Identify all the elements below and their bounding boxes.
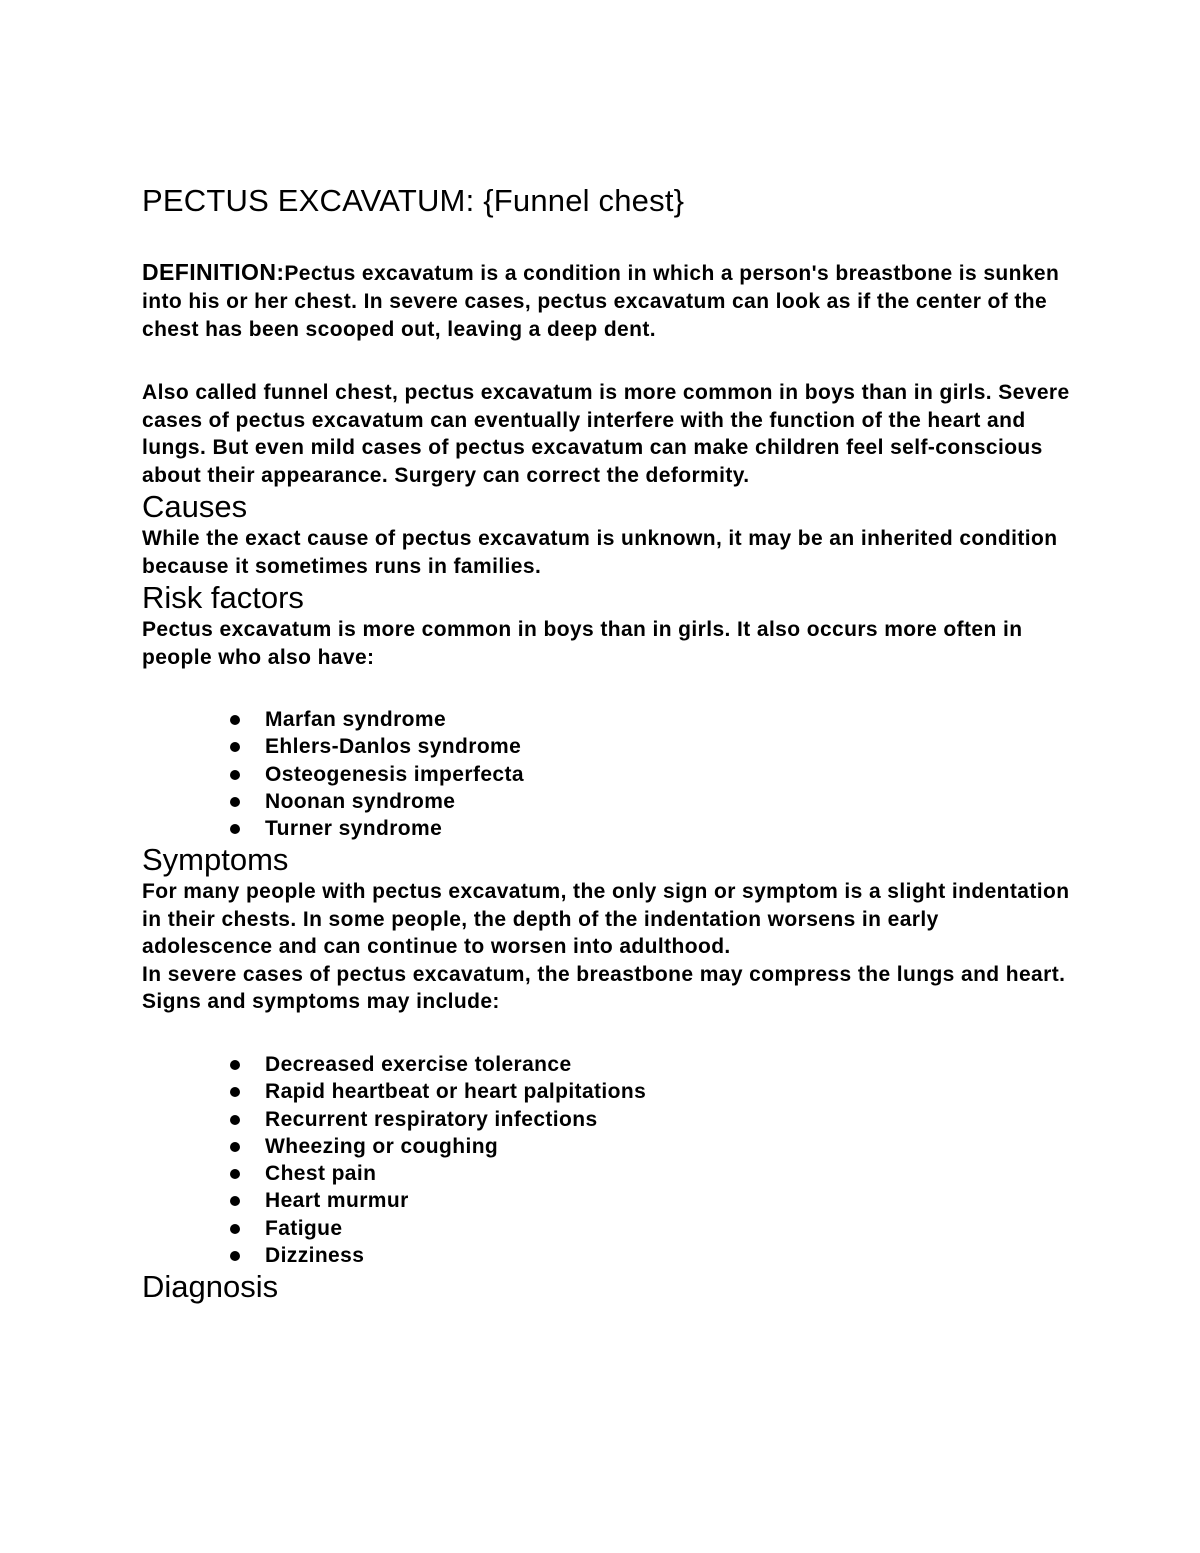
symptoms-text-2: In severe cases of pectus excavatum, the breastbone may compress the lungs and heart. Signs and symptoms may include: <box>142 962 1066 1014</box>
list-item <box>142 733 1072 760</box>
list-item <box>142 1106 1072 1133</box>
document-page <box>142 182 1072 1305</box>
list-item-text: Decreased exercise tolerance <box>265 1052 572 1076</box>
list-item <box>142 706 1072 733</box>
list-item-text: Ehlers-Danlos syndrome <box>265 735 522 759</box>
risk-factors-heading: Risk factors <box>142 580 304 615</box>
bullet-icon <box>230 1115 240 1125</box>
list-item-text: Fatigue <box>265 1216 343 1240</box>
bullet-icon <box>230 824 240 834</box>
list-item <box>142 1242 1072 1269</box>
definition-label: DEFINITION: <box>142 259 285 285</box>
bullet-icon <box>230 1251 240 1261</box>
bullet-icon <box>230 742 240 752</box>
list-item <box>142 788 1072 815</box>
list-item-text: Wheezing or coughing <box>265 1134 499 1158</box>
list-item <box>142 761 1072 788</box>
list-item <box>142 1133 1072 1160</box>
document-title: PECTUS EXCAVATUM: {Funnel chest} <box>142 183 685 218</box>
list-item-text: Rapid heartbeat or heart palpitations <box>265 1080 647 1104</box>
definition-paragraph <box>142 258 1072 344</box>
risk-factors-text: Pectus excavatum is more common in boys than in girls. It also occurs more often in people who also have: <box>142 618 1023 669</box>
list-item-text: Noonan syndrome <box>265 789 456 813</box>
bullet-icon <box>230 797 240 807</box>
list-item <box>142 1187 1072 1214</box>
list-item <box>142 1078 1072 1105</box>
list-item <box>142 815 1072 842</box>
list-item <box>142 1215 1072 1242</box>
causes-text: While the exact cause of pectus excavatum is unknown, it may be an inherited condition because it sometimes runs in families. <box>142 527 1058 578</box>
list-item <box>142 1160 1072 1187</box>
bullet-icon <box>230 715 240 725</box>
bullet-icon <box>230 1169 240 1179</box>
list-item-text: Turner syndrome <box>265 817 443 841</box>
list-item <box>142 1051 1072 1078</box>
causes-heading: Causes <box>142 489 248 524</box>
bullet-icon <box>230 1196 240 1206</box>
list-item-text: Heart murmur <box>265 1189 409 1213</box>
bullet-icon <box>230 1087 240 1097</box>
bullet-icon <box>230 1224 240 1234</box>
risk-factors-list <box>142 706 1072 842</box>
definition-text: Pectus excavatum is a condition in which a person's breastbone is sunken into his or her chest. In severe cases, pectus excavatum can look as if the center of the chest has been scooped out, leaving a deep dent. <box>142 262 1060 341</box>
bullet-icon <box>230 1142 240 1152</box>
list-item-text: Dizziness <box>265 1244 365 1268</box>
intro-paragraph: Also called funnel chest, pectus excavatum is more common in boys than in girls. Severe cases of pectus excavatum can eventually interfere with the function of the heart and lungs. But even mild cases of pectus excavatum can make children feel self-conscious about their appearance. Surgery can correct the deformity. <box>142 381 1070 487</box>
list-item-text: Osteogenesis imperfecta <box>265 762 524 786</box>
list-item-text: Chest pain <box>265 1162 377 1186</box>
list-item-text: Marfan syndrome <box>265 708 447 731</box>
symptoms-list <box>142 1051 1072 1269</box>
diagnosis-heading: Diagnosis <box>142 1269 279 1305</box>
list-item-text: Recurrent respiratory infections <box>265 1107 598 1131</box>
symptoms-text-1: For many people with pectus excavatum, the only sign or symptom is a slight indentation in their chests. In some people, the depth of the indentation worsens in early adolescence and can continue to worsen into adulthood. <box>142 880 1070 959</box>
symptoms-heading: Symptoms <box>142 842 289 878</box>
bullet-icon <box>230 770 240 780</box>
bullet-icon <box>230 1060 240 1070</box>
